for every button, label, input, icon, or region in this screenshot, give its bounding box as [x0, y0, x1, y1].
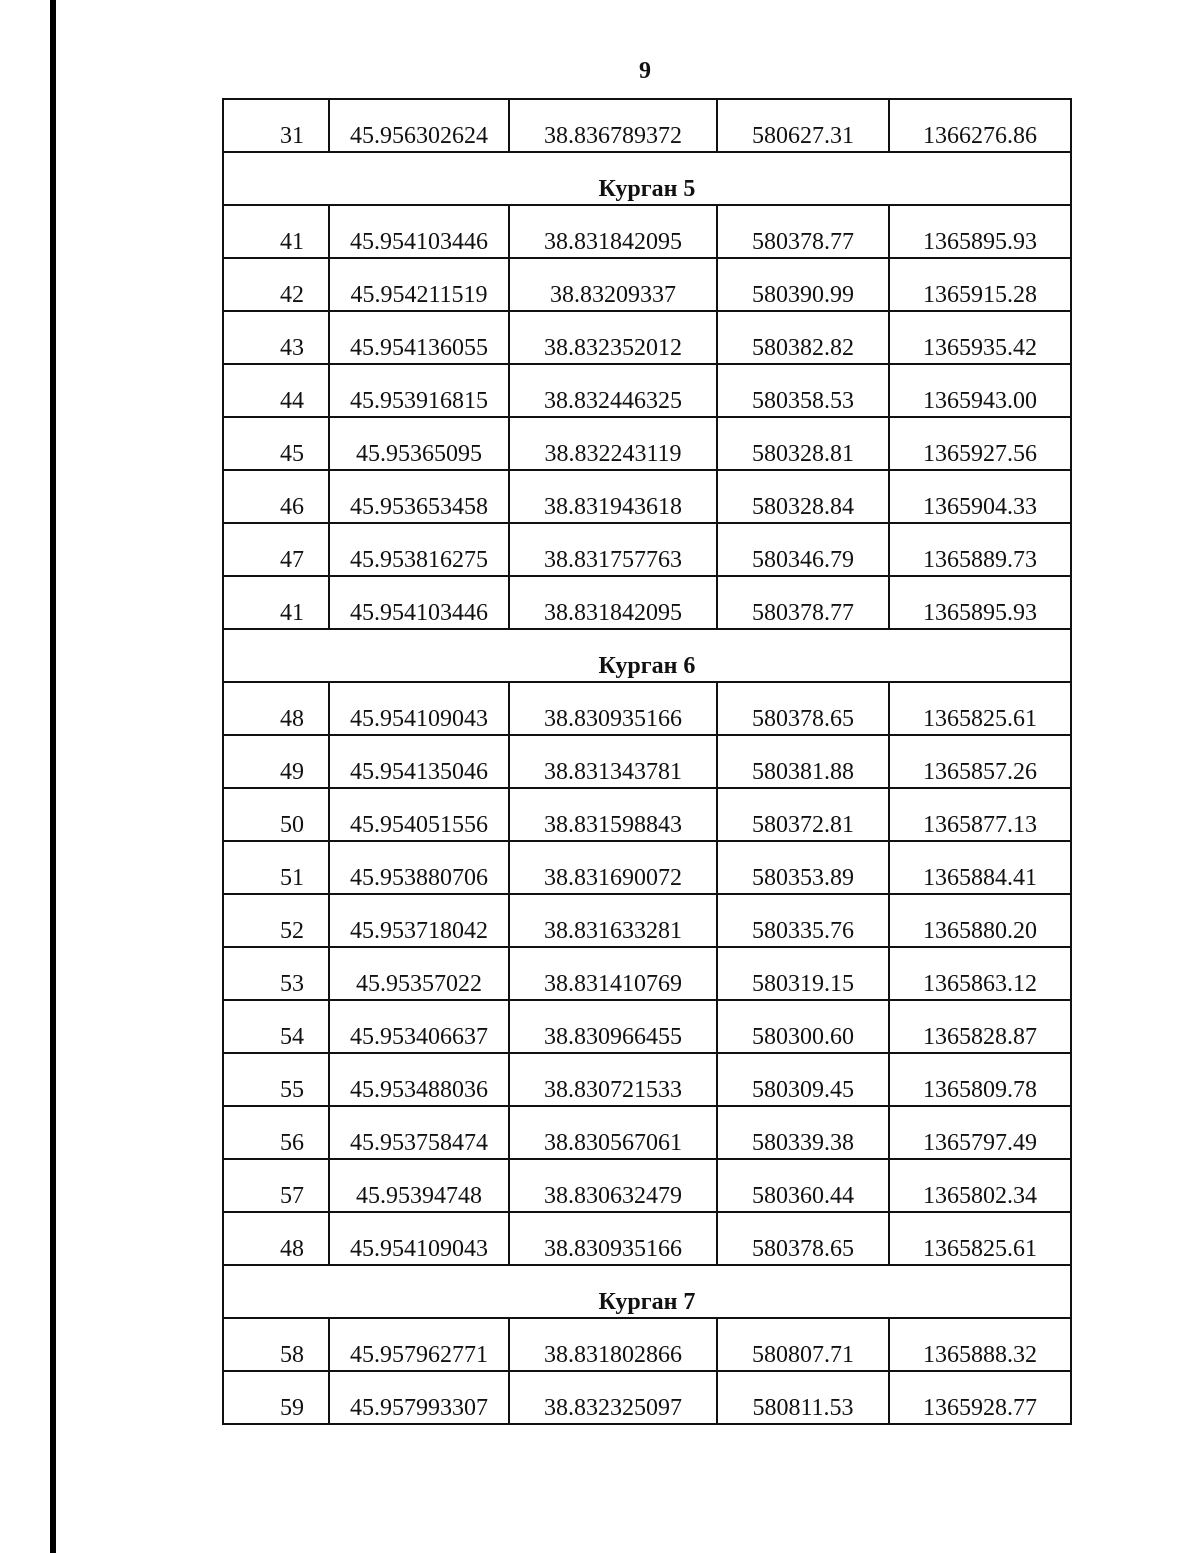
latitude-cell: 45.953916815 — [329, 364, 509, 417]
table-row — [223, 364, 1071, 417]
latitude-cell: 45.954103446 — [329, 576, 509, 629]
section-title: Курган 5 — [223, 152, 1071, 205]
latitude-cell: 45.957962771 — [329, 1318, 509, 1371]
latitude-cell: 45.95394748 — [329, 1159, 509, 1212]
table-row — [223, 1318, 1071, 1371]
x-coordinate-cell: 580807.71 — [717, 1318, 889, 1371]
longitude-cell: 38.831633281 — [509, 894, 717, 947]
latitude-cell: 45.953880706 — [329, 841, 509, 894]
x-coordinate-cell: 580300.60 — [717, 1000, 889, 1053]
point-number-cell: 31 — [223, 99, 329, 152]
x-coordinate-cell: 580309.45 — [717, 1053, 889, 1106]
table-row — [223, 1000, 1071, 1053]
point-number-cell: 51 — [223, 841, 329, 894]
y-coordinate-cell: 1365863.12 — [889, 947, 1071, 1000]
section-header-row — [223, 152, 1071, 205]
table-row — [223, 99, 1071, 152]
table-row — [223, 841, 1071, 894]
latitude-cell: 45.954136055 — [329, 311, 509, 364]
longitude-cell: 38.830721533 — [509, 1053, 717, 1106]
section-title: Курган 7 — [223, 1265, 1071, 1318]
latitude-cell: 45.954135046 — [329, 735, 509, 788]
longitude-cell: 38.831757763 — [509, 523, 717, 576]
table-row — [223, 205, 1071, 258]
y-coordinate-cell: 1365825.61 — [889, 1212, 1071, 1265]
table-row — [223, 735, 1071, 788]
table-row — [223, 576, 1071, 629]
point-number-cell: 56 — [223, 1106, 329, 1159]
longitude-cell: 38.831842095 — [509, 205, 717, 258]
y-coordinate-cell: 1365809.78 — [889, 1053, 1071, 1106]
coordinates-table-body — [223, 99, 1071, 1424]
latitude-cell: 45.95357022 — [329, 947, 509, 1000]
section-header-row — [223, 629, 1071, 682]
latitude-cell: 45.953718042 — [329, 894, 509, 947]
point-number-cell: 59 — [223, 1371, 329, 1424]
y-coordinate-cell: 1365943.00 — [889, 364, 1071, 417]
point-number-cell: 45 — [223, 417, 329, 470]
longitude-cell: 38.832352012 — [509, 311, 717, 364]
y-coordinate-cell: 1365888.32 — [889, 1318, 1071, 1371]
x-coordinate-cell: 580358.53 — [717, 364, 889, 417]
table-row — [223, 1212, 1071, 1265]
table-row — [223, 1371, 1071, 1424]
longitude-cell: 38.830935166 — [509, 682, 717, 735]
table-row — [223, 523, 1071, 576]
latitude-cell: 45.95365095 — [329, 417, 509, 470]
longitude-cell: 38.831943618 — [509, 470, 717, 523]
section-title: Курган 6 — [223, 629, 1071, 682]
longitude-cell: 38.831842095 — [509, 576, 717, 629]
table-row — [223, 788, 1071, 841]
y-coordinate-cell: 1365797.49 — [889, 1106, 1071, 1159]
latitude-cell: 45.954103446 — [329, 205, 509, 258]
x-coordinate-cell: 580378.65 — [717, 1212, 889, 1265]
x-coordinate-cell: 580381.88 — [717, 735, 889, 788]
point-number-cell: 43 — [223, 311, 329, 364]
latitude-cell: 45.953653458 — [329, 470, 509, 523]
point-number-cell: 42 — [223, 258, 329, 311]
table-row — [223, 470, 1071, 523]
latitude-cell: 45.954109043 — [329, 1212, 509, 1265]
x-coordinate-cell: 580390.99 — [717, 258, 889, 311]
longitude-cell: 38.830632479 — [509, 1159, 717, 1212]
latitude-cell: 45.953406637 — [329, 1000, 509, 1053]
y-coordinate-cell: 1365828.87 — [889, 1000, 1071, 1053]
latitude-cell: 45.954211519 — [329, 258, 509, 311]
table-row — [223, 258, 1071, 311]
y-coordinate-cell: 1365802.34 — [889, 1159, 1071, 1212]
y-coordinate-cell: 1365825.61 — [889, 682, 1071, 735]
point-number-cell: 41 — [223, 576, 329, 629]
y-coordinate-cell: 1365880.20 — [889, 894, 1071, 947]
section-header-row — [223, 1265, 1071, 1318]
table-row — [223, 1106, 1071, 1159]
longitude-cell: 38.832325097 — [509, 1371, 717, 1424]
point-number-cell: 49 — [223, 735, 329, 788]
point-number-cell: 46 — [223, 470, 329, 523]
longitude-cell: 38.831598843 — [509, 788, 717, 841]
longitude-cell: 38.832243119 — [509, 417, 717, 470]
coordinates-table — [222, 98, 1072, 1425]
y-coordinate-cell: 1365895.93 — [889, 205, 1071, 258]
latitude-cell: 45.954051556 — [329, 788, 509, 841]
x-coordinate-cell: 580378.65 — [717, 682, 889, 735]
point-number-cell: 55 — [223, 1053, 329, 1106]
longitude-cell: 38.831410769 — [509, 947, 717, 1000]
x-coordinate-cell: 580378.77 — [717, 205, 889, 258]
y-coordinate-cell: 1365889.73 — [889, 523, 1071, 576]
x-coordinate-cell: 580335.76 — [717, 894, 889, 947]
x-coordinate-cell: 580811.53 — [717, 1371, 889, 1424]
x-coordinate-cell: 580328.81 — [717, 417, 889, 470]
point-number-cell: 52 — [223, 894, 329, 947]
latitude-cell: 45.956302624 — [329, 99, 509, 152]
x-coordinate-cell: 580360.44 — [717, 1159, 889, 1212]
longitude-cell: 38.830935166 — [509, 1212, 717, 1265]
x-coordinate-cell: 580627.31 — [717, 99, 889, 152]
table-row — [223, 311, 1071, 364]
x-coordinate-cell: 580328.84 — [717, 470, 889, 523]
point-number-cell: 47 — [223, 523, 329, 576]
x-coordinate-cell: 580339.38 — [717, 1106, 889, 1159]
latitude-cell: 45.954109043 — [329, 682, 509, 735]
point-number-cell: 57 — [223, 1159, 329, 1212]
y-coordinate-cell: 1365857.26 — [889, 735, 1071, 788]
table-row — [223, 894, 1071, 947]
point-number-cell: 48 — [223, 1212, 329, 1265]
longitude-cell: 38.832446325 — [509, 364, 717, 417]
y-coordinate-cell: 1365927.56 — [889, 417, 1071, 470]
x-coordinate-cell: 580382.82 — [717, 311, 889, 364]
table-row — [223, 1053, 1071, 1106]
x-coordinate-cell: 580372.81 — [717, 788, 889, 841]
table-row — [223, 947, 1071, 1000]
table-row — [223, 682, 1071, 735]
point-number-cell: 54 — [223, 1000, 329, 1053]
y-coordinate-cell: 1365915.28 — [889, 258, 1071, 311]
x-coordinate-cell: 580319.15 — [717, 947, 889, 1000]
latitude-cell: 45.953816275 — [329, 523, 509, 576]
longitude-cell: 38.830567061 — [509, 1106, 717, 1159]
longitude-cell: 38.831690072 — [509, 841, 717, 894]
y-coordinate-cell: 1365877.13 — [889, 788, 1071, 841]
latitude-cell: 45.953758474 — [329, 1106, 509, 1159]
latitude-cell: 45.953488036 — [329, 1053, 509, 1106]
x-coordinate-cell: 580353.89 — [717, 841, 889, 894]
point-number-cell: 48 — [223, 682, 329, 735]
x-coordinate-cell: 580346.79 — [717, 523, 889, 576]
longitude-cell: 38.830966455 — [509, 1000, 717, 1053]
y-coordinate-cell: 1365935.42 — [889, 311, 1071, 364]
longitude-cell: 38.836789372 — [509, 99, 717, 152]
point-number-cell: 44 — [223, 364, 329, 417]
longitude-cell: 38.83209337 — [509, 258, 717, 311]
scan-edge-bar — [50, 0, 56, 1553]
page-number: 9 — [639, 58, 651, 84]
longitude-cell: 38.831802866 — [509, 1318, 717, 1371]
point-number-cell: 58 — [223, 1318, 329, 1371]
latitude-cell: 45.957993307 — [329, 1371, 509, 1424]
x-coordinate-cell: 580378.77 — [717, 576, 889, 629]
y-coordinate-cell: 1365904.33 — [889, 470, 1071, 523]
longitude-cell: 38.831343781 — [509, 735, 717, 788]
table-row — [223, 1159, 1071, 1212]
point-number-cell: 53 — [223, 947, 329, 1000]
y-coordinate-cell: 1365884.41 — [889, 841, 1071, 894]
point-number-cell: 41 — [223, 205, 329, 258]
point-number-cell: 50 — [223, 788, 329, 841]
y-coordinate-cell: 1366276.86 — [889, 99, 1071, 152]
y-coordinate-cell: 1365928.77 — [889, 1371, 1071, 1424]
table-row — [223, 417, 1071, 470]
y-coordinate-cell: 1365895.93 — [889, 576, 1071, 629]
